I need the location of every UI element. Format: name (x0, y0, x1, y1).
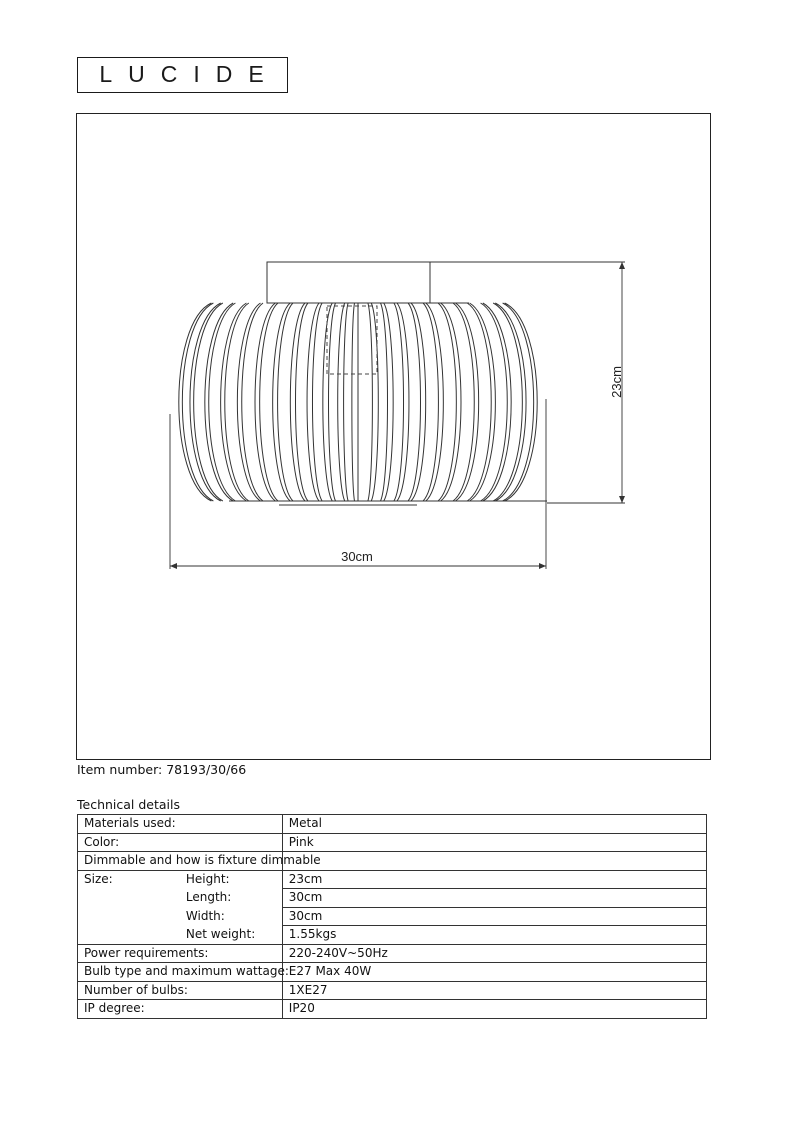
spec-value: Pink (282, 833, 706, 852)
ceiling-canopy (267, 262, 430, 303)
shade-rib (290, 303, 305, 501)
spec-row (78, 926, 707, 945)
spec-row (78, 944, 707, 963)
spec-label: Dimmable and how is fixture dimmable (78, 852, 283, 871)
spec-row (78, 907, 707, 926)
spec-sublabel: Length: (180, 889, 282, 908)
spec-value: 1.55kgs (282, 926, 706, 945)
shade-rib-inner (408, 303, 420, 501)
shade-rib (411, 303, 426, 501)
brand-logo-text: LUCIDE (99, 61, 280, 87)
spec-label: Bulb type and maximum wattage: (78, 963, 283, 982)
spec-row (78, 852, 707, 871)
technical-details-title: Technical details (77, 797, 181, 812)
spec-value: E27 Max 40W (282, 963, 706, 982)
spec-value: Metal (282, 815, 706, 834)
spec-value: 1XE27 (282, 981, 706, 1000)
shade-rib-inner (381, 303, 388, 501)
shade-rib (426, 303, 443, 501)
spec-value (282, 852, 706, 871)
width-arrow-right (539, 563, 546, 569)
height-arrow-bottom (619, 496, 625, 503)
shade-rib (179, 303, 212, 501)
spec-label: Size: (78, 870, 180, 889)
spec-label (78, 907, 180, 926)
spec-row (78, 833, 707, 852)
spec-label: Number of bulbs: (78, 981, 283, 1000)
shade-rib (495, 303, 526, 501)
spec-row (78, 1000, 707, 1019)
spec-label: Power requirements: (78, 944, 283, 963)
spec-value: 30cm (282, 907, 706, 926)
spec-label: Materials used: (78, 815, 283, 834)
height-arrow-top (619, 262, 625, 269)
item-number-label: Item number: (77, 762, 163, 777)
shade-rib-inner (260, 303, 278, 501)
shade-rib (307, 303, 319, 501)
spec-row (78, 815, 707, 834)
spec-sublabel: Net weight: (180, 926, 282, 945)
height-dimension-label: 23cm (609, 366, 624, 398)
item-number-value: 78193/30/66 (166, 762, 247, 777)
spec-label: Color: (78, 833, 283, 852)
shade-rib-inner (209, 303, 236, 501)
shade-rib (505, 303, 538, 501)
spec-label (78, 926, 180, 945)
shade-ribs (179, 303, 537, 501)
technical-details-table (77, 814, 707, 1019)
spec-row (78, 889, 707, 908)
spec-value: IP20 (282, 1000, 706, 1019)
spec-value: 220-240V~50Hz (282, 944, 706, 963)
spec-value: 30cm (282, 889, 706, 908)
shade-rib-inner (295, 303, 307, 501)
spec-value: 23cm (282, 870, 706, 889)
spec-row (78, 963, 707, 982)
spec-label: IP degree: (78, 1000, 283, 1019)
shade-rib-inner (344, 303, 349, 501)
shade-rib-inner (329, 303, 336, 501)
spec-sublabel: Height: (180, 870, 282, 889)
product-drawing-frame (76, 113, 711, 760)
width-arrow-left (170, 563, 177, 569)
spec-sublabel: Width: (180, 907, 282, 926)
shade-rib (273, 303, 290, 501)
shade-rib (190, 303, 221, 501)
shade-rib-inner (438, 303, 456, 501)
shade-rib-inner (368, 303, 373, 501)
spec-label (78, 889, 180, 908)
shade-rib (397, 303, 409, 501)
spec-row (78, 981, 707, 1000)
shade-rib-inner (312, 303, 322, 501)
width-dimension-label: 30cm (341, 549, 373, 564)
spec-row (78, 870, 707, 889)
shade-rib-inner (481, 303, 508, 501)
item-number (77, 762, 246, 777)
shade-rib-inner (394, 303, 404, 501)
shade-rib-inner (352, 303, 355, 501)
brand-logo (77, 57, 288, 93)
product-technical-drawing (77, 114, 712, 761)
